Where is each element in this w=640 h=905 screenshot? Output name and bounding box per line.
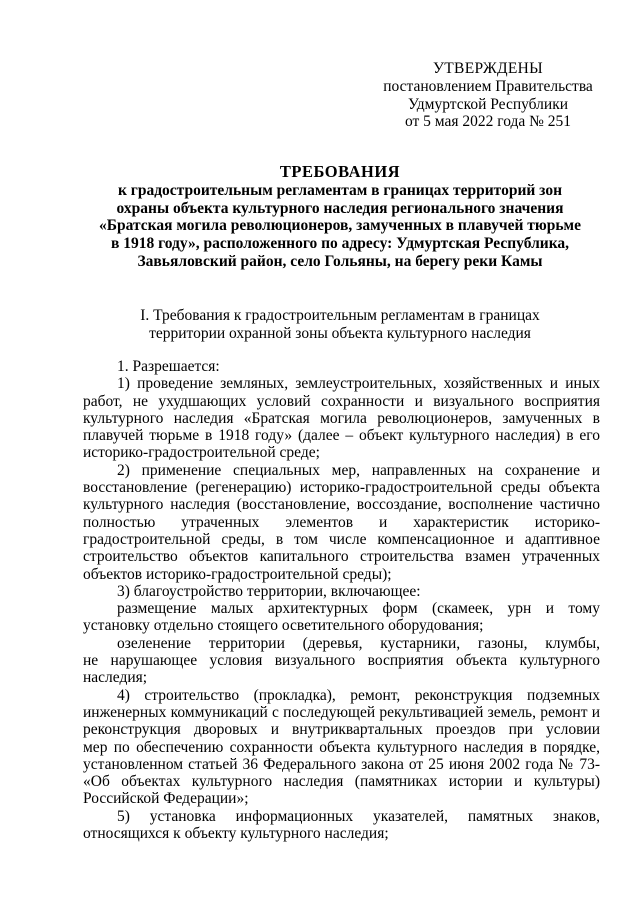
body-line: 5) установка информационных указателей, памятных знаков, bbox=[117, 807, 600, 825]
body-line: строительство объектов капитального строительства взамен утраченных bbox=[83, 548, 600, 566]
body-line: реконструкция дворовых и внутриквартальных проездов при условии bbox=[83, 721, 600, 739]
document-title bbox=[90, 163, 590, 271]
body-line: градостроительной среды, в том числе компенсационное и адаптивное bbox=[83, 530, 600, 548]
body-line: наследия; bbox=[83, 669, 148, 687]
title-line: Завьяловский район, село Гольяны, на берегу реки Камы bbox=[137, 252, 543, 270]
body-line: 1) проведение земляных, землеустроительных, хозяйственных и иных bbox=[117, 375, 600, 393]
body-line: 3) благоустройство территории, включающее: bbox=[117, 582, 421, 600]
body-line: работ, не ухудшающих условий сохранности и визуального восприятия bbox=[83, 392, 600, 410]
body-line: плавучей тюрьме в 1918 году» (далее – объект культурного наследия) в его bbox=[83, 427, 600, 445]
section-line: территории охранной зоны объекта культурного наследия bbox=[149, 324, 531, 342]
body-line: историко-градостроительной среде; bbox=[83, 444, 320, 462]
body-line: мер по обеспечению сохранности объекта культурного наследия в порядке, bbox=[83, 738, 600, 756]
body-line: установленном статьей 36 Федерального закона от 25 июня 2002 года № 73- bbox=[83, 755, 600, 773]
body-line: 2) применение специальных мер, направленных на сохранение и bbox=[117, 461, 600, 479]
body-line: восстановление (регенерацию) историко-градостроительной среды объекта bbox=[83, 479, 600, 497]
body-line: Российской Федерации»; bbox=[83, 790, 249, 808]
title-line: в 1918 году», расположенного по адресу: Удмуртская Республика, bbox=[110, 235, 570, 253]
title-line: к градостроительным регламентам в границах территорий зон bbox=[117, 181, 562, 199]
body-line: относящихся к объекту культурного наследия; bbox=[83, 825, 389, 843]
body-line: «Об объектах культурного наследия (памятниках истории и культуры) bbox=[83, 773, 600, 791]
body-text bbox=[83, 358, 600, 842]
body-line: размещение малых архитектурных форм (скамеек, урн и тому bbox=[117, 600, 600, 618]
section-heading bbox=[100, 307, 580, 343]
approval-stamp bbox=[378, 60, 598, 131]
approval-line: Удмуртской Республики bbox=[407, 95, 569, 113]
approval-line: от 5 мая 2022 года № 251 bbox=[404, 113, 572, 131]
approval-line: постановлением Правительства bbox=[383, 77, 593, 95]
body-line: полностью утраченных элементов и характеристик историко- bbox=[83, 513, 600, 531]
body-line: инженерных коммуникаций с последующей рекультивацией земель, ремонт и bbox=[83, 703, 600, 721]
body-line: культурного наследия «Братская могила революционеров, замученных в bbox=[83, 409, 600, 427]
title-line: «Братская могила революционеров, замученных в плавучей тюрьме bbox=[99, 217, 581, 235]
body-line: 4) строительство (прокладка), ремонт, реконструкция подземных bbox=[117, 686, 600, 704]
body-line: объектов историко-градостроительной среды); bbox=[83, 565, 392, 583]
body-line: культурного наследия (восстановление, воссоздание, восполнение частично bbox=[83, 496, 600, 514]
body-line: 1. Разрешается: bbox=[117, 358, 220, 375]
body-line: установку отдельно стоящего осветительного оборудования; bbox=[83, 617, 484, 635]
title-main: ТРЕБОВАНИЯ bbox=[279, 162, 401, 181]
section-line: I. Требования к градостроительным регламентам в границах bbox=[140, 307, 540, 324]
title-line: охраны объекта культурного наследия регионального значения bbox=[116, 199, 564, 217]
body-line: озеленение территории (деревья, кустарники, газоны, клумбы, bbox=[117, 634, 600, 652]
approval-title: УТВЕРЖДЕНЫ bbox=[433, 60, 543, 77]
body-line: не нарушающее условия визуального восприятия объекта культурного bbox=[83, 652, 600, 670]
